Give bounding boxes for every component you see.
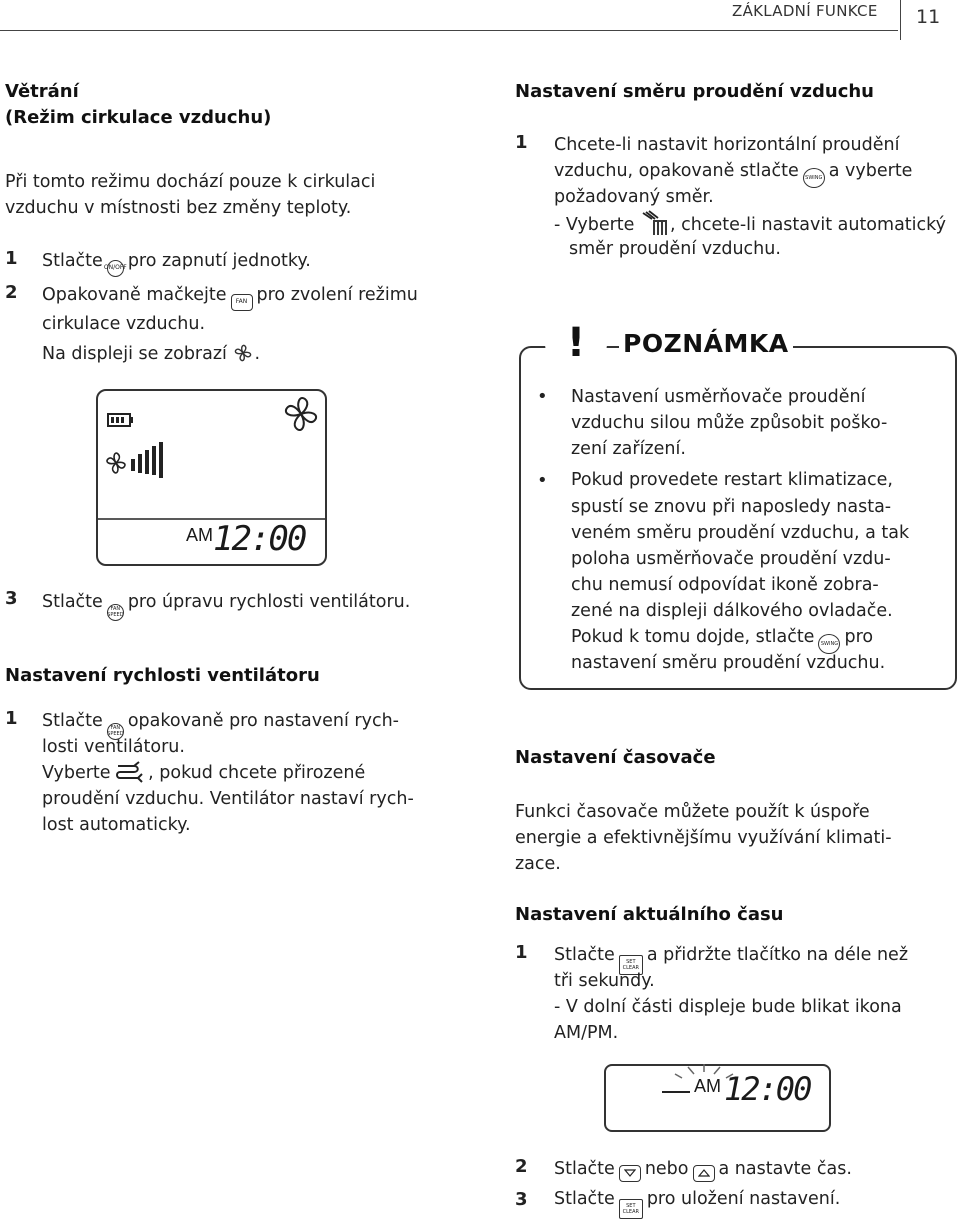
note-bullet-2-line-2: spustí se znovu při naposledy nasta- [571, 497, 892, 517]
swing-label: SWING [820, 641, 839, 647]
ventilation-subtitle: (Režim cirkulace vzduchu) [5, 107, 272, 128]
step-text: - Vyberte [554, 215, 635, 235]
lcd-clock: 12:00 [724, 1070, 811, 1108]
intro-line-1: Při tomto režimu dochází pouze k cirkulaci [5, 172, 376, 192]
fan-speed-step-line-3 [42, 760, 365, 786]
step-text: Stlačte [42, 251, 103, 271]
step-text: . [254, 344, 261, 364]
airflow-line-4 [554, 210, 946, 238]
step-text: pro úpravu rychlosti ventilátoru. [127, 592, 411, 612]
ventilation-title: Větrání [5, 81, 79, 102]
step-text: pro zvolení režimu [256, 285, 418, 305]
bullet-icon: • [537, 386, 548, 407]
natural-wind-icon [116, 761, 148, 783]
triangle-down-icon [624, 1169, 636, 1177]
note-text: pro [844, 627, 874, 647]
fan-speed-icon [106, 442, 162, 478]
set-clear-button-icon [619, 1199, 643, 1219]
warning-icon: ! [545, 312, 607, 374]
header-divider [900, 0, 901, 40]
step-text: Stlačte [42, 711, 103, 731]
step-text: nebo [644, 1159, 689, 1179]
step-2-line-2: cirkulace vzduchu. [42, 314, 206, 334]
on-off-button-icon [103, 260, 127, 277]
down-button-icon [619, 1165, 641, 1182]
fan-speed-button-icon [107, 604, 124, 621]
step-number: 2 [5, 282, 18, 303]
set-clear-label: SET CLEAR [622, 1203, 639, 1215]
airflow-title: Nastavení směru proudění vzduchu [515, 81, 874, 102]
note-bullet-1-line-2: vzduchu silou může způsobit poško- [571, 413, 888, 433]
note-bullet-2-line-1: Pokud provedete restart klimatizace, [571, 470, 893, 490]
on-off-label: ON/OFF [103, 264, 127, 271]
airflow-line-1: Chcete-li nastavit horizontální proudění [554, 135, 900, 155]
clock-step-1-line-4: AM/PM. [554, 1023, 619, 1043]
page-number: 11 [916, 6, 941, 28]
fan-speed-step-line-4: proudění vzduchu. Ventilátor nastaví rych- [42, 789, 414, 809]
note-bullet-2-line-3: veném směru proudění vzduchu, a tak [571, 523, 910, 543]
note-bullet-1-line-1: Nastavení usměrňovače proudění [571, 387, 866, 407]
note-text: Pokud k tomu dojde, stlačte [571, 627, 815, 647]
note-bullet-2-line-8: nastavení směru proudění vzduchu. [571, 653, 886, 673]
section-label: ZÁKLADNÍ FUNKCE [732, 2, 878, 20]
step-text: a vyberte [828, 161, 913, 181]
auto-swing-icon [640, 210, 670, 236]
step-2-text [42, 282, 418, 311]
airflow-line-5: směr proudění vzduchu. [569, 239, 781, 259]
fan-speed-label: FAN SPEED [107, 606, 124, 618]
step-text: opakovaně pro nastavení rych- [127, 711, 399, 731]
clock-step-3-text [554, 1186, 840, 1219]
step-text: , pokud chcete přirozené [148, 763, 366, 783]
am-indicator: AM [694, 1076, 721, 1096]
step-text: Stlačte [42, 592, 103, 612]
step-number: 1 [5, 708, 18, 729]
fan-speed-label: FAN SPEED [107, 725, 124, 737]
note-title: POZNÁMKA [619, 329, 793, 358]
step-text: pro uložení nastavení. [646, 1189, 841, 1209]
airflow-line-3: požadovaný směr. [554, 187, 714, 207]
fan-mode-icon [285, 397, 315, 429]
step-text: vzduchu, opakovaně stlačte [554, 161, 799, 181]
step-number: 3 [515, 1189, 528, 1210]
step-2-line-3 [42, 341, 260, 367]
fan-label: FAN [235, 298, 248, 305]
clock-lcd-display [604, 1064, 831, 1132]
step-text: Na displeji se zobrazí [42, 344, 227, 364]
fan-button-icon [231, 294, 253, 311]
lcd-clock: 12:00 [213, 519, 306, 559]
remote-lcd-display [96, 389, 327, 566]
step-text: pro zapnutí jednotky. [127, 251, 311, 271]
timer-line-2: energie a efektivnějšímu využívání klimati- [515, 828, 892, 848]
fan-speed-step-line-5: lost automaticky. [42, 815, 191, 835]
triangle-up-icon [698, 1169, 710, 1177]
step-text: Vyberte [42, 763, 111, 783]
note-bullet-1-line-3: zení zařízení. [571, 439, 686, 459]
timer-line-1: Funkci časovače můžete použít k úspoře [515, 802, 870, 822]
set-clear-label: SET CLEAR [622, 959, 639, 971]
clock-step-1-line-2: tři sekundy. [554, 971, 655, 991]
step-text: Opakovaně mačkejte [42, 285, 227, 305]
fan-speed-title: Nastavení rychlosti ventilátoru [5, 665, 320, 686]
timer-title: Nastavení časovače [515, 747, 716, 768]
timer-line-3: zace. [515, 854, 561, 874]
step-text: a nastavte čas. [718, 1159, 852, 1179]
am-indicator: AM [186, 525, 213, 545]
header-rule [0, 30, 898, 31]
clock-step-2-text [554, 1156, 852, 1182]
bullet-icon: • [537, 470, 548, 491]
step-number: 2 [515, 1156, 528, 1177]
step-text: Stlačte [554, 1189, 615, 1209]
step-number: 1 [515, 942, 528, 963]
step-text: Stlačte [554, 945, 615, 965]
intro-line-2: vzduchu v místnosti bez změny teploty. [5, 198, 352, 218]
fan-speed-step-line-2: losti ventilátoru. [42, 737, 185, 757]
step-text: a přidržte tlačítko na déle než [646, 945, 909, 965]
clock-step-1-line-3: - V dolní části displeje bude blikat ikona [554, 997, 902, 1017]
step-3-text [42, 589, 410, 621]
clock-title: Nastavení aktuálního času [515, 904, 784, 925]
note-bullet-2-line-5: chu nemusí odpovídat ikoně zobra- [571, 575, 879, 595]
step-number: 1 [515, 132, 528, 153]
fan-mode-icon [232, 343, 254, 363]
note-bullet-2-line-6: zené na displeji dálkového ovladače. [571, 601, 893, 621]
up-button-icon [693, 1165, 715, 1182]
step-text: , chcete-li nastavit automatický [670, 215, 946, 235]
step-number: 3 [5, 588, 18, 609]
step-text: Stlačte [554, 1159, 615, 1179]
step-number: 1 [5, 248, 18, 269]
step-1-text [42, 248, 311, 277]
note-bullet-2-line-4: poloha usměrňovače proudění vzdu- [571, 549, 891, 569]
swing-button-icon [803, 168, 825, 188]
battery-icon [108, 414, 133, 426]
swing-label: SWING [805, 175, 823, 181]
